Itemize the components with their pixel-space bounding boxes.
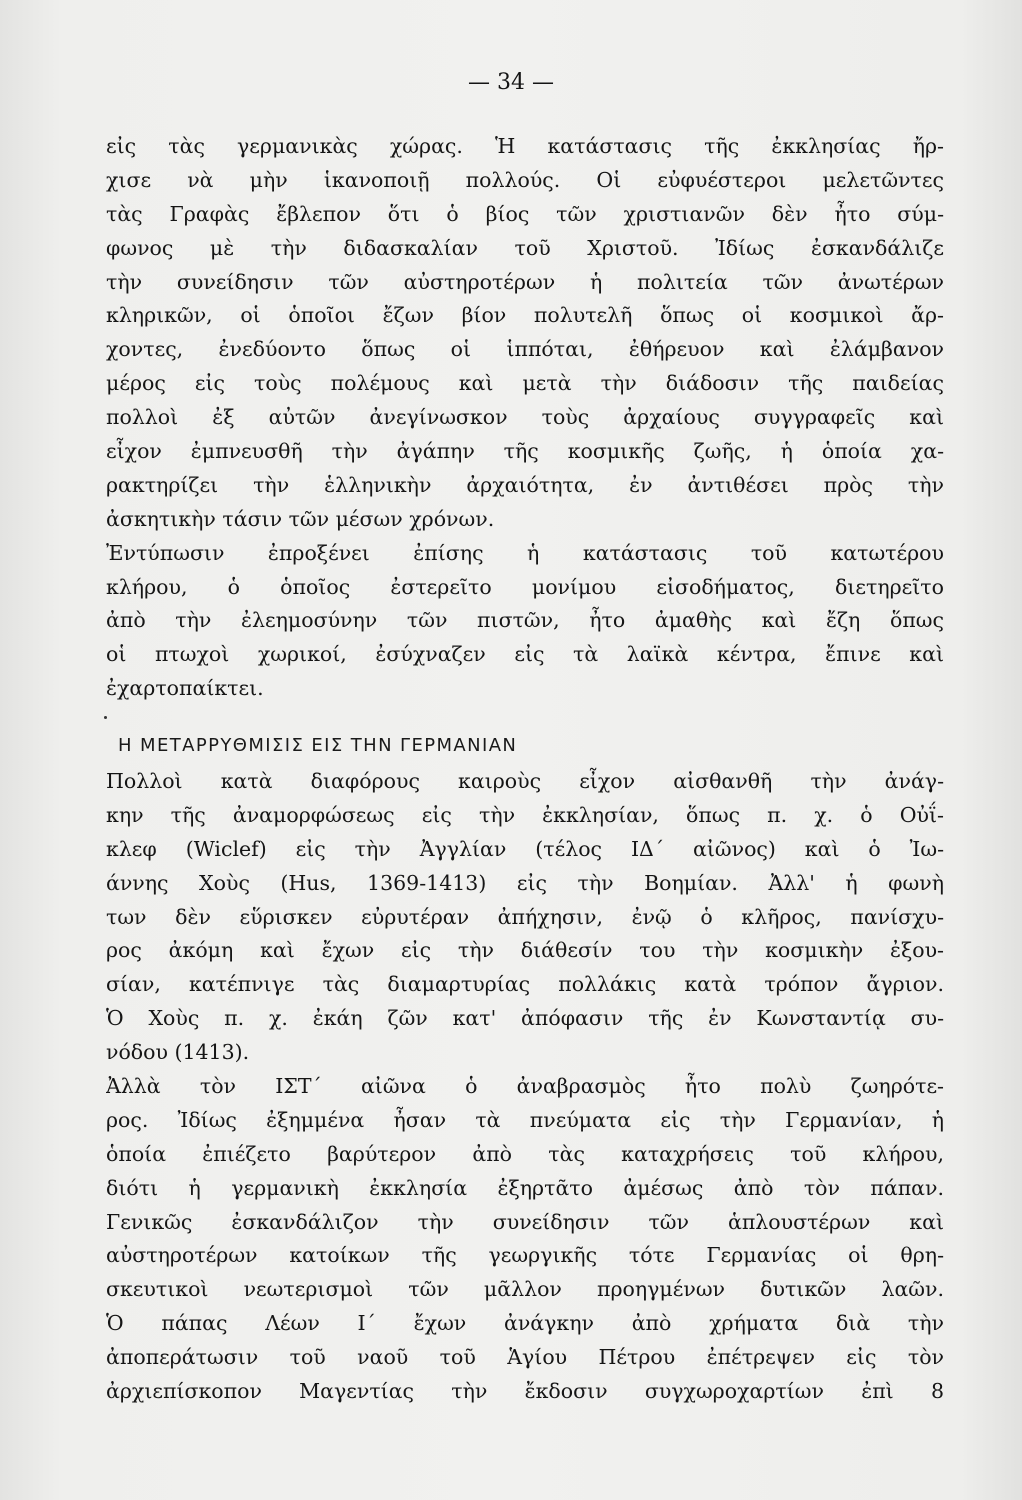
text-line: αὐστηροτέρων κατοίκων τῆς γεωργικῆς τότε Γερμανίας οἱ θρη- [106, 1243, 944, 1268]
text-line: άννης Χοὺς (Hus, 1369-1413) εἰς τὴν Βοημίαν. Ἀλλ' ἡ φωνὴ [106, 870, 944, 895]
text-line: ρακτηρίζει τὴν ἑλληνικὴν ἀρχαιότητα, ἐν ἀντιθέσει πρὸς τὴν [106, 472, 944, 497]
text-line: Ἀλλὰ τὸν ΙΣΤ΄ αἰῶνα ὁ ἀναβρασμὸς ἦτο πολὺ ζωηρότε- [106, 1074, 944, 1099]
page-number: — 34 — [468, 70, 554, 95]
text-line: κλεφ (Wiclef) εἰς τὴν Ἀγγλίαν (τέλος ΙΔ΄ αἰῶνος) καὶ ὁ Ἰω- [106, 836, 944, 861]
text-line: ἀποπεράτωσιν τοῦ ναοῦ τοῦ Ἁγίου Πέτρου ἐπέτρεψεν εἰς τὸν [106, 1345, 944, 1370]
body-text-bottom [106, 765, 944, 1409]
text-line: σίαν, κατέπνιγε τὰς διαμαρτυρίας πολλάκις κατὰ τρόπον ἄγριον. [106, 972, 944, 997]
text-line: χισε νὰ μὴν ἱκανοποιῇ πολλούς. Οἱ εὐφυέστεροι μελετῶντες [106, 167, 944, 192]
text-line: των δὲν εὕρισκεν εὐρυτέραν ἀπήχησιν, ἐνῷ ὁ κλῆρος, πανίσχυ- [106, 904, 944, 929]
stray-mark [104, 716, 107, 719]
text-line: φωνος μὲ τὴν διδασκαλίαν τοῦ Χριστοῦ. Ἰδίως ἐσκανδάλιζε [106, 235, 944, 260]
text-line: τὴν συνείδησιν τῶν αὐστηροτέρων ἡ πολιτεία τῶν ἀνωτέρων [106, 269, 944, 294]
text-line: χοντες, ἐνεδύοντο ὅπως οἱ ἱππόται, ἐθήρευον καὶ ἐλάμβανον [106, 337, 944, 362]
text-line: ρος ἀκόμη καὶ ἔχων εἰς τὴν διάθεσίν του τὴν κοσμικὴν ἐξου- [106, 938, 944, 963]
text-line: ἀπὸ τὴν ἐλεημοσύνην τῶν πιστῶν, ἦτο ἀμαθὴς καὶ ἔζη ὅπως [106, 608, 944, 633]
text-line: ἐχαρτοπαίκτει. [106, 676, 264, 701]
text-line: κην τῆς ἀναμορφώσεως εἰς τὴν ἐκκλησίαν, ὅπως π. χ. ὁ Οὐΐ- [106, 802, 944, 827]
text-line: πολλοὶ ἐξ αὐτῶν ἀνεγίνωσκον τοὺς ἀρχαίους συγγραφεῖς καὶ [106, 405, 944, 430]
text-line: οἱ πτωχοὶ χωρικοί, ἐσύχναζεν εἰς τὰ λαϊκὰ κέντρα, ἔπινε καὶ [106, 642, 944, 667]
text-line: κληρικῶν, οἱ ὁποῖοι ἔζων βίον πολυτελῆ ὅπως οἱ κοσμικοὶ ἄρ- [106, 303, 944, 328]
body-text-top [106, 130, 944, 706]
text-line: Γενικῶς ἐσκανδάλιζον τὴν συνείδησιν τῶν ἁπλουστέρων καὶ [106, 1209, 944, 1234]
text-line: σκευτικοὶ νεωτερισμοὶ τῶν μᾶλλον προηγμένων δυτικῶν λαῶν. [106, 1277, 944, 1302]
text-line: Ὁ Χοὺς π. χ. ἐκάη ζῶν κατ' ἀπόφασιν τῆς ἐν Κωνσταντίᾳ συ- [106, 1006, 944, 1031]
text-line: Πολλοὶ κατὰ διαφόρους καιροὺς εἶχον αἰσθανθῆ τὴν ἀνάγ- [106, 769, 944, 793]
text-line: ὁποία ἐπιέζετο βαρύτερον ἀπὸ τὰς καταχρήσεις τοῦ κλήρου, [106, 1141, 944, 1166]
text-line: Ἐντύπωσιν ἐπροξένει ἐπίσης ἡ κατάστασις τοῦ κατωτέρου [106, 540, 944, 565]
text-line: Ὁ πάπας Λέων Ι΄ ἔχων ἀνάγκην ἀπὸ χρήματα διὰ τὴν [106, 1311, 944, 1336]
text-line: ἀρχιεπίσκοπον Μαγεντίας τὴν ἔκδοσιν συγχωροχαρτίων ἐπὶ 8 [106, 1379, 944, 1404]
text-line: εἶχον ἐμπνευσθῆ τὴν ἀγάπην τῆς κοσμικῆς ζωῆς, ἡ ὁποία χα- [106, 439, 944, 464]
text-line: κλήρου, ὁ ὁποῖος ἐστερεῖτο μονίμου εἰσοδήματος, διετηρεῖτο [106, 574, 944, 599]
section-heading: Η ΜΕΤΑΡΡΥΘΜΙΣΙΣ ΕΙΣ ΤΗΝ ΓΕΡΜΑΝΙΑΝ [118, 735, 518, 756]
text-line: μέρος εἰς τοὺς πολέμους καὶ μετὰ τὴν διάδοσιν τῆς παιδείας [106, 371, 944, 396]
text-line: ρος. Ἰδίως ἐξημμένα ἦσαν τὰ πνεύματα εἰς τὴν Γερμανίαν, ἡ [106, 1107, 944, 1132]
text-line: διότι ἡ γερμανικὴ ἐκκλησία ἐξηρτᾶτο ἀμέσως ἀπὸ τὸν πάπαν. [106, 1175, 944, 1200]
text-line: νόδου (1413). [106, 1040, 250, 1065]
text-line: τὰς Γραφὰς ἔβλεπον ὅτι ὁ βίος τῶν χριστιανῶν δὲν ἦτο σύμ- [106, 201, 944, 226]
text-line: ἀσκητικὴν τάσιν τῶν μέσων χρόνων. [106, 506, 495, 531]
text-line: εἰς τὰς γερμανικὰς χώρας. Ἡ κατάστασις τῆς ἐκκλησίας ἤρ- [106, 134, 944, 158]
